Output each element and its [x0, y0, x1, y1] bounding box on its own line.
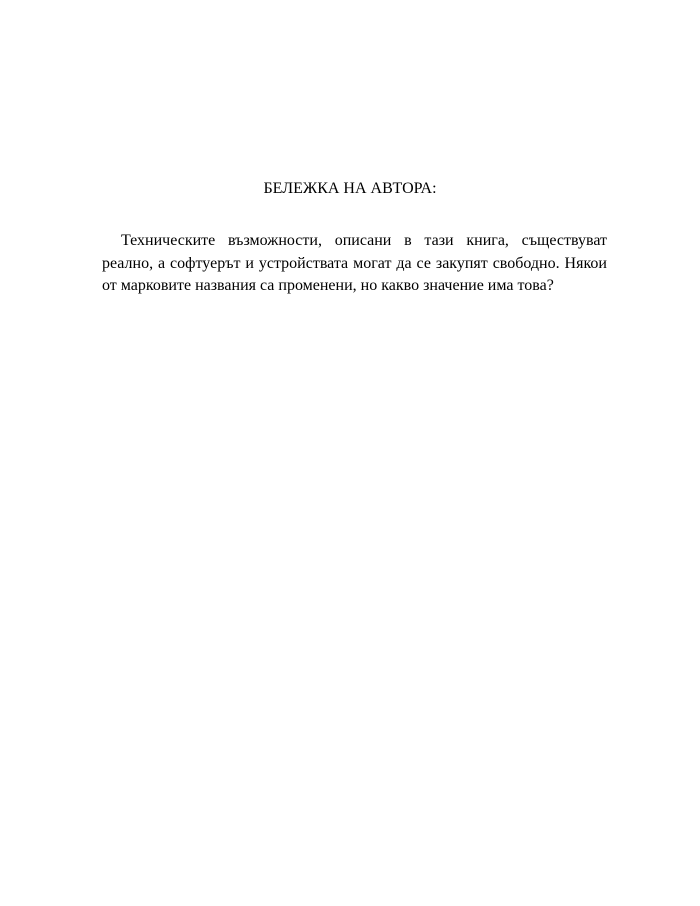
page-title: БЕЛЕЖКА НА АВТОРА:: [263, 180, 437, 197]
author-note-paragraph: Техническите възможности, описани в тази книга, съществуват реално, а софтуерът и устройствата могат да се закупят свободно. Някои от марковите названия са променени, но какво значение има това?: [102, 232, 607, 294]
